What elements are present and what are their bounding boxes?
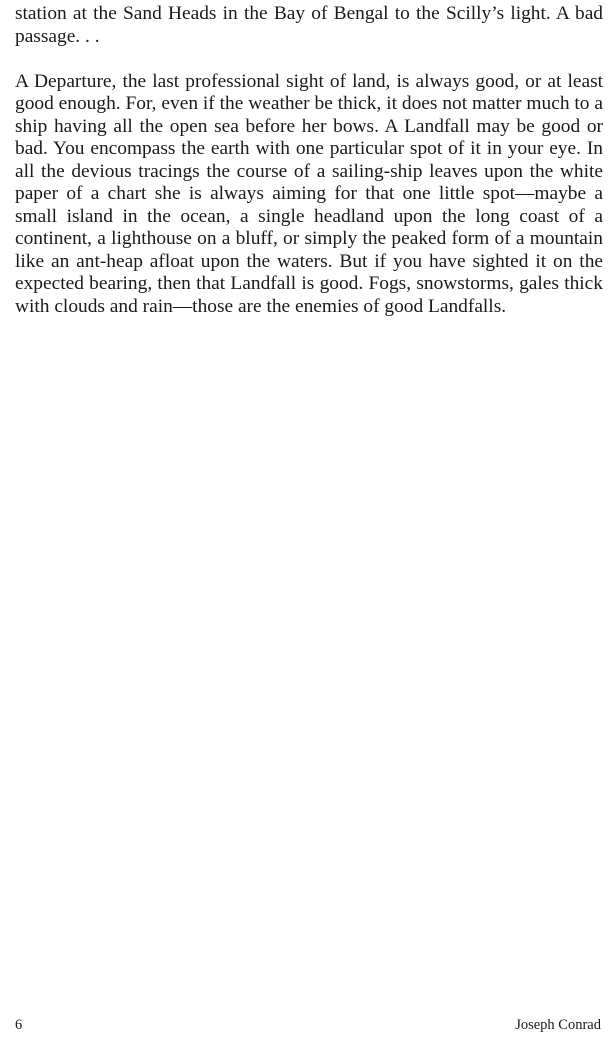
paragraph-1: station at the Sand Heads in the Bay of Bengal to the Scilly’s light. A bad passage. . . (15, 3, 603, 47)
paragraph-2: A Departure, the last professional sight of land, is always good, or at least good enough. For, even if the weather be thick, it does not matter much to a ship having all the open sea before her bows. A Landfall may be good or bad. You encompass the earth with one particular spot of it in your eye. In all the devious tracings the course of a sailing-ship leaves upon the white paper of a chart she is always aiming for that one little spot—maybe a small island in the ocean, a single headland upon the long coast of a continent, a lighthouse on a bluff, or simply the peaked form of a mountain like an ant-heap afloat upon the waters. But if you have sighted it on the expected bearing, then that Landfall is good. Fogs, snowstorms, gales thick with clouds and rain—those are the enemies of good Landfalls. (15, 70, 603, 317)
page-number: 6 (15, 1017, 23, 1033)
running-head-author: Joseph Conrad (515, 1017, 601, 1033)
body-text (15, 3, 603, 318)
page-footer (15, 1016, 601, 1034)
